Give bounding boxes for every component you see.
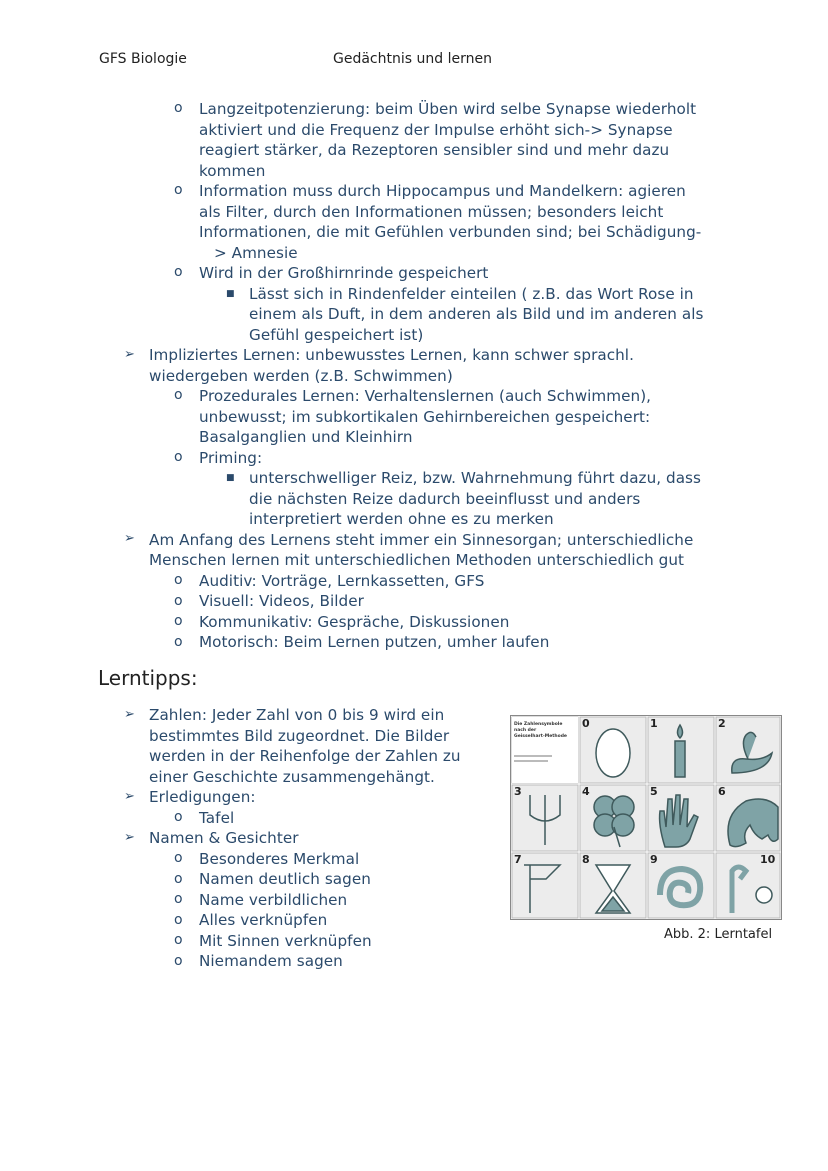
list-item: Wird in der Großhirnrinde gespeichert [199,264,489,282]
circle-bullet-icon: o [174,387,183,403]
figure-number: 5 [650,785,658,798]
list-item: Gefühl gespeichert ist) [249,326,424,344]
circle-bullet-icon: o [174,613,183,629]
list-item: Information muss durch Hippocampus und Mandelkern: agieren [199,182,686,200]
list-item: unterschwelliger Reiz, bzw. Wahrnehmung führt dazu, dass [249,469,701,487]
figure-number: 0 [582,717,590,730]
figure-title: Geisselhart-Methode [514,734,567,739]
figure-number: 9 [650,853,658,866]
list-item: als Filter, durch den Informationen müssen; besonders leicht [199,203,664,221]
list-item: Prozedurales Lernen: Verhaltenslernen (auch Schwimmen), [199,387,652,405]
list-item: werden in der Reihenfolge der Zahlen zu [149,747,461,765]
lerntafel-figure [510,715,782,920]
list-item: Namen & Gesichter [149,829,299,847]
figure-number: 4 [582,785,590,798]
figure-small-print [514,760,548,762]
list-item: Mit Sinnen verknüpfen [199,932,372,950]
list-item: Zahlen: Jeder Zahl von 0 bis 9 wird ein [149,706,445,724]
list-item: Motorisch: Beim Lernen putzen, umher laufen [199,633,550,651]
circle-bullet-icon: o [174,932,183,948]
list-item: Am Anfang des Lernens steht immer ein Sinnesorgan; unterschiedliche [149,531,694,549]
list-item: Namen deutlich sagen [199,870,371,888]
circle-bullet-icon: o [174,449,183,465]
circle-bullet-icon: o [174,912,183,928]
figure-number: 3 [514,785,522,798]
list-item: einem als Duft, in dem anderen als Bild und im anderen als [249,305,704,323]
arrow-bullet-icon: ➢ [124,531,135,546]
arrow-bullet-icon: ➢ [124,347,135,362]
list-item: Basalganglien und Kleinhirn [199,428,413,446]
figure-number: 10 [760,853,776,866]
list-item: die nächsten Reize dadurch beeinflusst und anders [249,490,641,508]
list-item: Kommunikativ: Gespräche, Diskussionen [199,613,510,631]
list-item: aktiviert und die Frequenz der Impulse erhöht sich-> Synapse [199,121,673,139]
list-item: Alles verknüpfen [199,911,328,929]
flame-icon [678,725,683,738]
list-item: wiedergeben werden (z.B. Schwimmen) [149,367,453,385]
list-item: bestimmtes Bild zugeordnet. Die Bilder [149,727,450,745]
figure-number: 6 [718,785,726,798]
candle-icon [675,741,685,777]
square-bullet-icon: ■ [226,473,235,483]
figure-number: 2 [718,717,726,730]
figure-number: 8 [582,853,590,866]
circle-bullet-icon: o [174,891,183,907]
circle-bullet-icon: o [174,850,183,866]
list-item: Menschen lernen mit unterschiedlichen Methoden unterschiedlich gut [149,551,685,569]
circle-bullet-icon: o [174,593,183,609]
list-item: kommen [199,162,266,180]
arrow-bullet-icon: ➢ [124,707,135,722]
circle-bullet-icon: o [174,809,183,825]
list-item: interpretiert werden ohne es zu merken [249,510,554,528]
circle-bullet-icon: o [174,572,183,588]
list-item: Name verbildlichen [199,891,348,909]
list-item: Priming: [199,449,263,467]
list-item: Visuell: Videos, Bilder [199,592,364,610]
circle-bullet-icon: o [174,264,183,280]
list-item: > Amnesie [214,244,298,262]
list-item: Erledigungen: [149,788,256,806]
circle-bullet-icon: o [174,100,183,116]
list-item: Impliziertes Lernen: unbewusstes Lernen, kann schwer sprachl. [149,346,634,364]
figure-number: 7 [514,853,522,866]
section-heading: Lerntipps: [98,666,198,690]
list-item: Langzeitpotenzierung: beim Üben wird selbe Synapse wiederholt [199,100,697,118]
figure-caption: Abb. 2: Lerntafel [664,927,773,942]
header-title: Gedächtnis und lernen [333,51,492,67]
figure-title: Die Zahlensymbole [514,722,563,727]
list-item: einer Geschichte zusammengehängt. [149,768,435,786]
list-item: reagiert stärker, da Rezeptoren sensibler sind und mehr dazu [199,141,670,159]
circle-bullet-icon: o [174,634,183,650]
list-item: Besonderes Merkmal [199,850,360,868]
list-item: Auditiv: Vorträge, Lernkassetten, GFS [199,572,485,590]
arrow-bullet-icon: ➢ [124,830,135,845]
list-item: Tafel [199,809,235,827]
egg-icon [596,729,630,777]
circle-bullet-icon: o [174,953,183,969]
circle-bullet-icon: o [174,182,183,198]
ball-icon [756,887,772,903]
list-item: unbewusst; im subkortikalen Gehirnbereichen gespeichert: [199,408,651,426]
arrow-bullet-icon: ➢ [124,789,135,804]
figure-title: nach der [514,728,537,733]
figure-small-print [514,755,552,757]
square-bullet-icon: ■ [226,289,235,299]
list-item: Informationen, die mit Gefühlen verbunden sind; bei Schädigung- [199,223,702,241]
list-item: Niemandem sagen [199,952,343,970]
figure-number: 1 [650,717,658,730]
list-item: Lässt sich in Rindenfelder einteilen ( z.B. das Wort Rose in [249,285,694,303]
header-left: GFS Biologie [99,51,187,67]
circle-bullet-icon: o [174,871,183,887]
